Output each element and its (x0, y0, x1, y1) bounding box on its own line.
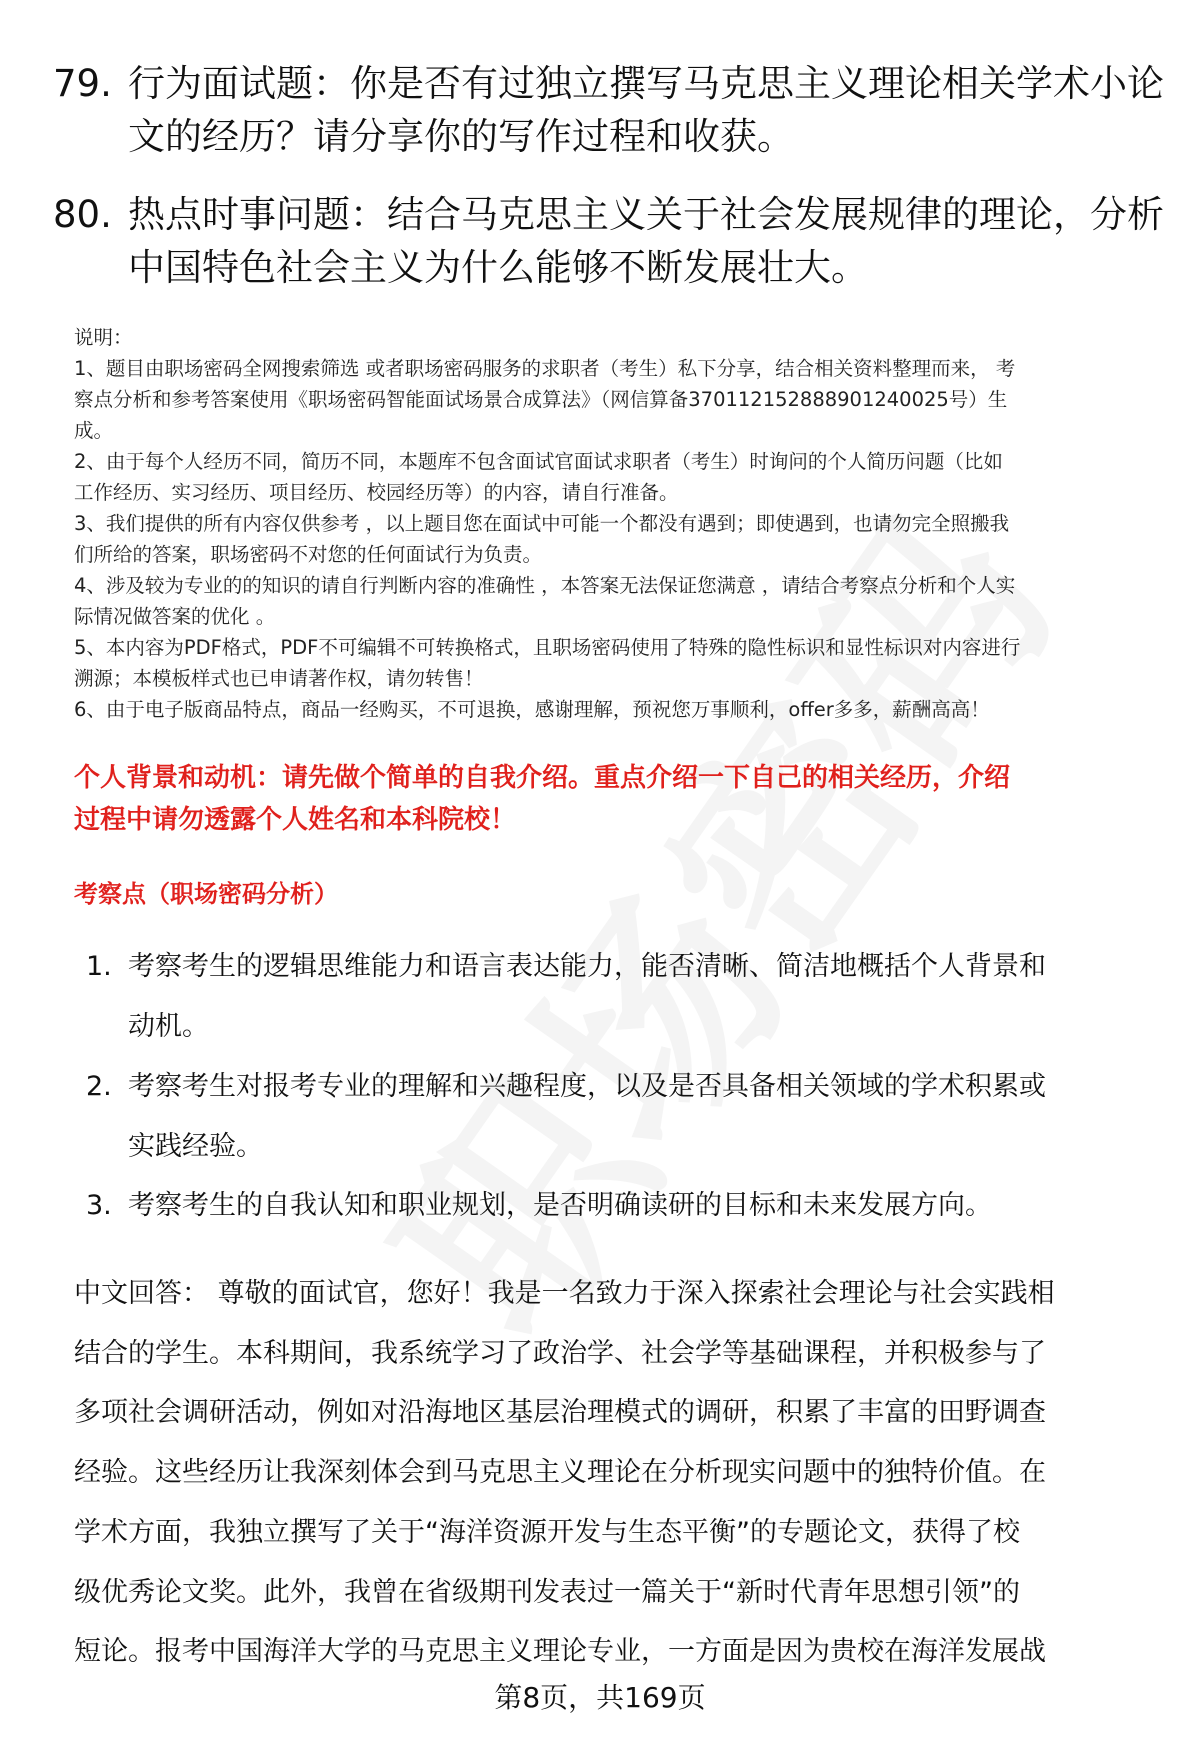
note-line: 3、我们提供的所有内容仅供参考 ，以上题目您在面试中可能一个都没有遇到；即使遇到，也请勿完全照搬我 (74, 512, 1010, 535)
answer-line: 中文回答： 尊敬的面试官，您好！我是一名致力于深入探索社会理论与社会实践相 (74, 1278, 1055, 1309)
note-line: 际情况做答案的优化 。 (74, 605, 276, 628)
note-line: 成。 (74, 419, 114, 442)
note-line: 6、由于电子版商品特点，商品一经购买，不可退换，感谢理解，预祝您万事顺利，offer多多，薪酬高高！ (74, 698, 990, 721)
list-number: 2. (86, 1071, 112, 1102)
section-title: 个人背景和动机：请先做个简单的自我介绍。重点介绍一下自己的相关经历，介绍 (74, 763, 1011, 793)
note-line: 4、涉及较为专业的的知识的请自行判断内容的准确性 ，本答案无法保证您满意 ，请结合考察点分析和个人实 (74, 574, 1016, 597)
question-text: 热点时事问题：结合马克思主义关于社会发展规律的理论，分析 (128, 193, 1164, 236)
note-line: 们所给的答案，职场密码不对您的任何面试行为负责。 (74, 543, 543, 566)
answer-line: 短论。报考中国海洋大学的马克思主义理论专业，一方面是因为贵校在海洋发展战 (74, 1636, 1046, 1668)
note-line: 察点分析和参考答案使用《职场密码智能面试场景合成算法》（网信算备370112152888901240025号）生 (74, 388, 1008, 411)
answer-line: 级优秀论文奖。此外，我曾在省级期刊发表过一篇关于“新时代青年思想引领”的 (74, 1576, 1020, 1608)
section-title: 过程中请勿透露个人姓名和本科院校！ (74, 805, 517, 835)
note-line: 2、由于每个人经历不同，简历不同，本题库不包含面试官面试求职者（考生）时询问的个人简历问题（比如 (74, 450, 1003, 473)
note-line: 工作经历、实习经历、项目经历、校园经历等）的内容，请自行准备。 (74, 481, 679, 504)
list-item: 考察考生对报考专业的理解和兴趣程度，以及是否具备相关领域的学术积累或 (128, 1071, 1046, 1102)
answer-line: 多项社会调研活动，例如对沿海地区基层治理模式的调研，积累了丰富的田野调查 (74, 1397, 1046, 1429)
list-number: 3. (86, 1190, 112, 1221)
list-item: 动机。 (128, 1011, 209, 1042)
list-item: 考察考生的逻辑思维能力和语言表达能力，能否清晰、简洁地概括个人背景和 (128, 951, 1046, 982)
question-text: 文的经历？请分享你的写作过程和收获。 (128, 115, 794, 158)
answer-line: 学术方面，我独立撰写了关于“海洋资源开发与生态平衡”的专题论文，获得了校 (74, 1516, 1020, 1548)
question-text: 行为面试题：你是否有过独立撰写马克思主义理论相关学术小论 (128, 62, 1164, 105)
note-line: 说明： (74, 326, 133, 349)
question-text: 中国特色社会主义为什么能够不断发展壮大。 (128, 246, 868, 289)
note-line: 1、题目由职场密码全网搜索筛选 或者职场密码服务的求职者（考生）私下分享，结合相关资料整理而来， 考 (74, 357, 1016, 380)
note-line: 溯源；本模板样式也已申请著作权，请勿转售！ (74, 667, 484, 690)
page-footer: 第8页，共169页 (494, 1681, 706, 1714)
answer-line: 结合的学生。本科期间，我系统学习了政治学、社会学等基础课程，并积极参与了 (74, 1337, 1046, 1369)
question-number: 79. (53, 62, 112, 105)
note-line: 5、本内容为PDF格式，PDF不可编辑不可转换格式，且职场密码使用了特殊的隐性标识和显性标识对内容进行 (74, 636, 1021, 659)
list-item: 实践经验。 (128, 1131, 263, 1162)
question-number: 80. (53, 193, 112, 236)
answer-line: 经验。这些经历让我深刻体会到马克思主义理论在分析现实问题中的独特价值。在 (74, 1457, 1046, 1489)
list-item: 考察考生的自我认知和职业规划，是否明确读研的目标和未来发展方向。 (128, 1190, 992, 1221)
analysis-title: 考察点（职场密码分析） (74, 880, 338, 908)
list-number: 1. (86, 951, 112, 982)
